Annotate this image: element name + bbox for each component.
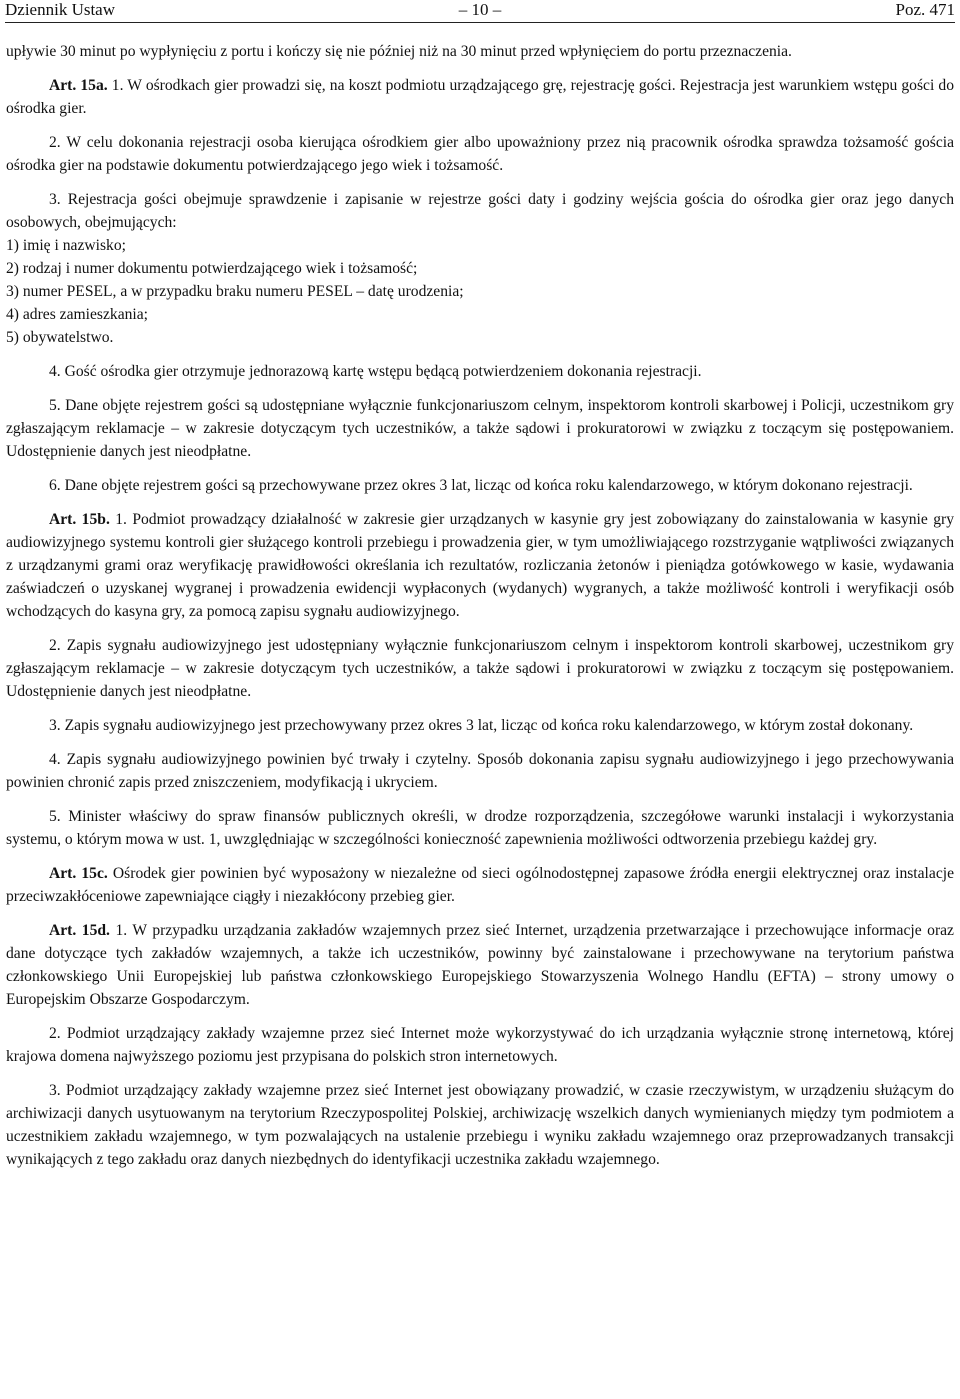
document-body [6,40,954,1171]
list-item: 2) rodzaj i numer dokumentu potwierdzającego wiek i tożsamość; [6,260,418,277]
article-15d-label: Art. 15d. [49,922,110,939]
publication-title: Dziennik Ustaw [5,0,116,19]
article-15d-paragraph-1 [6,919,954,1011]
list-item: 3) numer PESEL, a w przypadku braku numeru PESEL – datę urodzenia; [6,283,464,300]
article-15a-paragraph-1 [6,74,954,120]
article-15c-text: Ośrodek gier powinien być wyposażony w niezależne od sieci ogólnodostępnej zapasowe źródła energii elektrycznej oraz instalacje przeciwzakłóceniowe zapewniające ciągły i niezakłócony przebieg gier. [6,865,954,905]
article-15b-paragraph-1 [6,508,954,623]
position-number: Poz. 471 [895,0,955,19]
article-15a-paragraph-3: 3. Rejestracja gości obejmuje sprawdzenie i zapisanie w rejestrze gości daty i godziny wejścia gościa do ośrodka gier oraz jego danych osobowych, obejmujących: [6,191,954,231]
article-15b-paragraph-4: 4. Zapis sygnału audiowizyjnego powinien być trwały i czytelny. Sposób dokonania zapisu sygnału audiowizyjnego i jego przechowywania powinien chronić zapis przed zniszczeniem, modyfikacją i ukryciem. [6,751,954,791]
list-item: 5) obywatelstwo. [6,329,114,346]
article-15b-label: Art. 15b. [49,511,110,528]
page-header [5,0,955,23]
article-15c-paragraph [6,862,954,908]
list-item: 4) adres zamieszkania; [6,306,149,323]
article-15d-paragraph-3: 3. Podmiot urządzający zakłady wzajemne przez sieć Internet jest obowiązany prowadzić, w czasie rzeczywistym, w urządzeniu służącym do archiwizacji danych usytuowanym na terytorium Rzeczypospolitej Polskiej, archiwizację wszelkich danych wymienianych między tym podmiotem a uczestnikiem zakładu wzajemnego, w tym pozwalających na ustalenie przebiegu i wyniku zakładu wzajemnego oraz przeprowadzanych transakcji wynikających z tego zakładu oraz danych niezbędnych do identyfikacji uczestnika zakładu wzajemnego. [6,1082,954,1168]
article-15a-label: Art. 15a. [49,77,108,94]
article-15b-paragraph-3: 3. Zapis sygnału audiowizyjnego jest przechowywany przez okres 3 lat, licząc od końca roku kalendarzowego, w którym został dokonany. [49,717,914,734]
article-15b-paragraph-2: 2. Zapis sygnału audiowizyjnego jest udostępniany wyłącznie funkcjonariuszom celnym i inspektorom kontroli skarbowej, uczestnikom gry zgłaszającym reklamacje – w zakresie dotyczącym tych uczestników, a także sądowi i prokuratorowi w związku z toczącym się postępowaniem. Udostępnienie danych jest nieodpłatne. [6,637,954,700]
article-15a-paragraph-4: 4. Gość ośrodka gier otrzymuje jednorazową kartę wstępu będącą potwierdzeniem dokonania rejestracji. [49,363,702,380]
article-15c-label: Art. 15c. [49,865,108,882]
article-15b-text: 1. Podmiot prowadzący działalność w zakresie gier urządzanych w kasynie gry jest zobowiązany do zainstalowania w kasynie gry audiowizyjnego systemu kontroli gier służącego kontroli przebiegu i prowadzenia gier, w tym umożliwiającego rozstrzyganie wątpliwości związanych z urządzanymi grami oraz weryfikację prawidłowości określania ich rezultatów, rozliczania żetonów i pieniądza gotówkowego w kasie, wydawania zaświadczeń o uzyskanej wygranej i prowadzenia ewidencji wypłaconych (wydanych) wygranych, a także możliwość kontroli i weryfikacji osób wchodzących do kasyna gry, za pomocą zapisu sygnału audiowizyjnego. [6,511,954,620]
article-15a-paragraph-6: 6. Dane objęte rejestrem gości są przechowywane przez okres 3 lat, licząc od końca roku kalendarzowego, w którym dokonano rejestracji. [49,477,913,494]
article-15b-paragraph-5: 5. Minister właściwy do spraw finansów publicznych określi, w drodze rozporządzenia, szczegółowe warunki instalacji i wykorzystania systemu, o którym mowa w ust. 1, uwzględniając w szczególności konieczność zapewnienia możliwości odtworzenia przebiegu każdej gry. [6,808,954,848]
list-item: 1) imię i nazwisko; [6,237,126,254]
article-15a-paragraph-5: 5. Dane objęte rejestrem gości są udostępniane wyłącznie funkcjonariuszom celnym, inspektorom kontroli skarbowej i Policji, uczestnikom gry zgłaszającym reklamacje – w zakresie dotyczącym tych uczestników, a także sądowi i prokuratorowi w związku z toczącym się postępowaniem. Udostępnienie danych jest nieodpłatne. [6,397,954,460]
article-15a-text: 1. W ośrodkach gier prowadzi się, na koszt podmiotu urządzającego grę, rejestrację gości. Rejestracja jest warunkiem wstępu gości do ośrodka gier. [6,77,954,117]
paragraph-continuation: upływie 30 minut po wypłynięciu z portu i kończy się nie później niż na 30 minut przed wpłynięciem do portu przeznaczenia. [6,43,792,60]
article-15d-text: 1. W przypadku urządzania zakładów wzajemnych przez sieć Internet, urządzenia przetwarzające i przechowujące informacje oraz dane dotyczące tych zakładów wzajemnych, a także ich uczestników, powinny być zainstalowane i przechowywane na terytorium państwa członkowskiego Unii Europejskiej lub państwa członkowskiego Europejskiego Stowarzyszenia Wolnego Handlu (EFTA) – strony umowy o Europejskim Obszarze Gospodarczym. [6,922,954,1008]
page-number: – 10 – [458,0,502,19]
article-15a-paragraph-2: 2. W celu dokonania rejestracji osoba kierująca ośrodkiem gier albo upoważniony przez nią pracownik ośrodka sprawdza tożsamość gościa ośrodka gier na podstawie dokumentu potwierdzającego jego wiek i tożsamość. [6,134,954,174]
article-15d-paragraph-2: 2. Podmiot urządzający zakłady wzajemne przez sieć Internet może wykorzystywać do ich urządzania wyłącznie stronę internetową, której krajowa domena najwyższego poziomu jest przypisana do polskich stron internetowych. [6,1025,954,1065]
